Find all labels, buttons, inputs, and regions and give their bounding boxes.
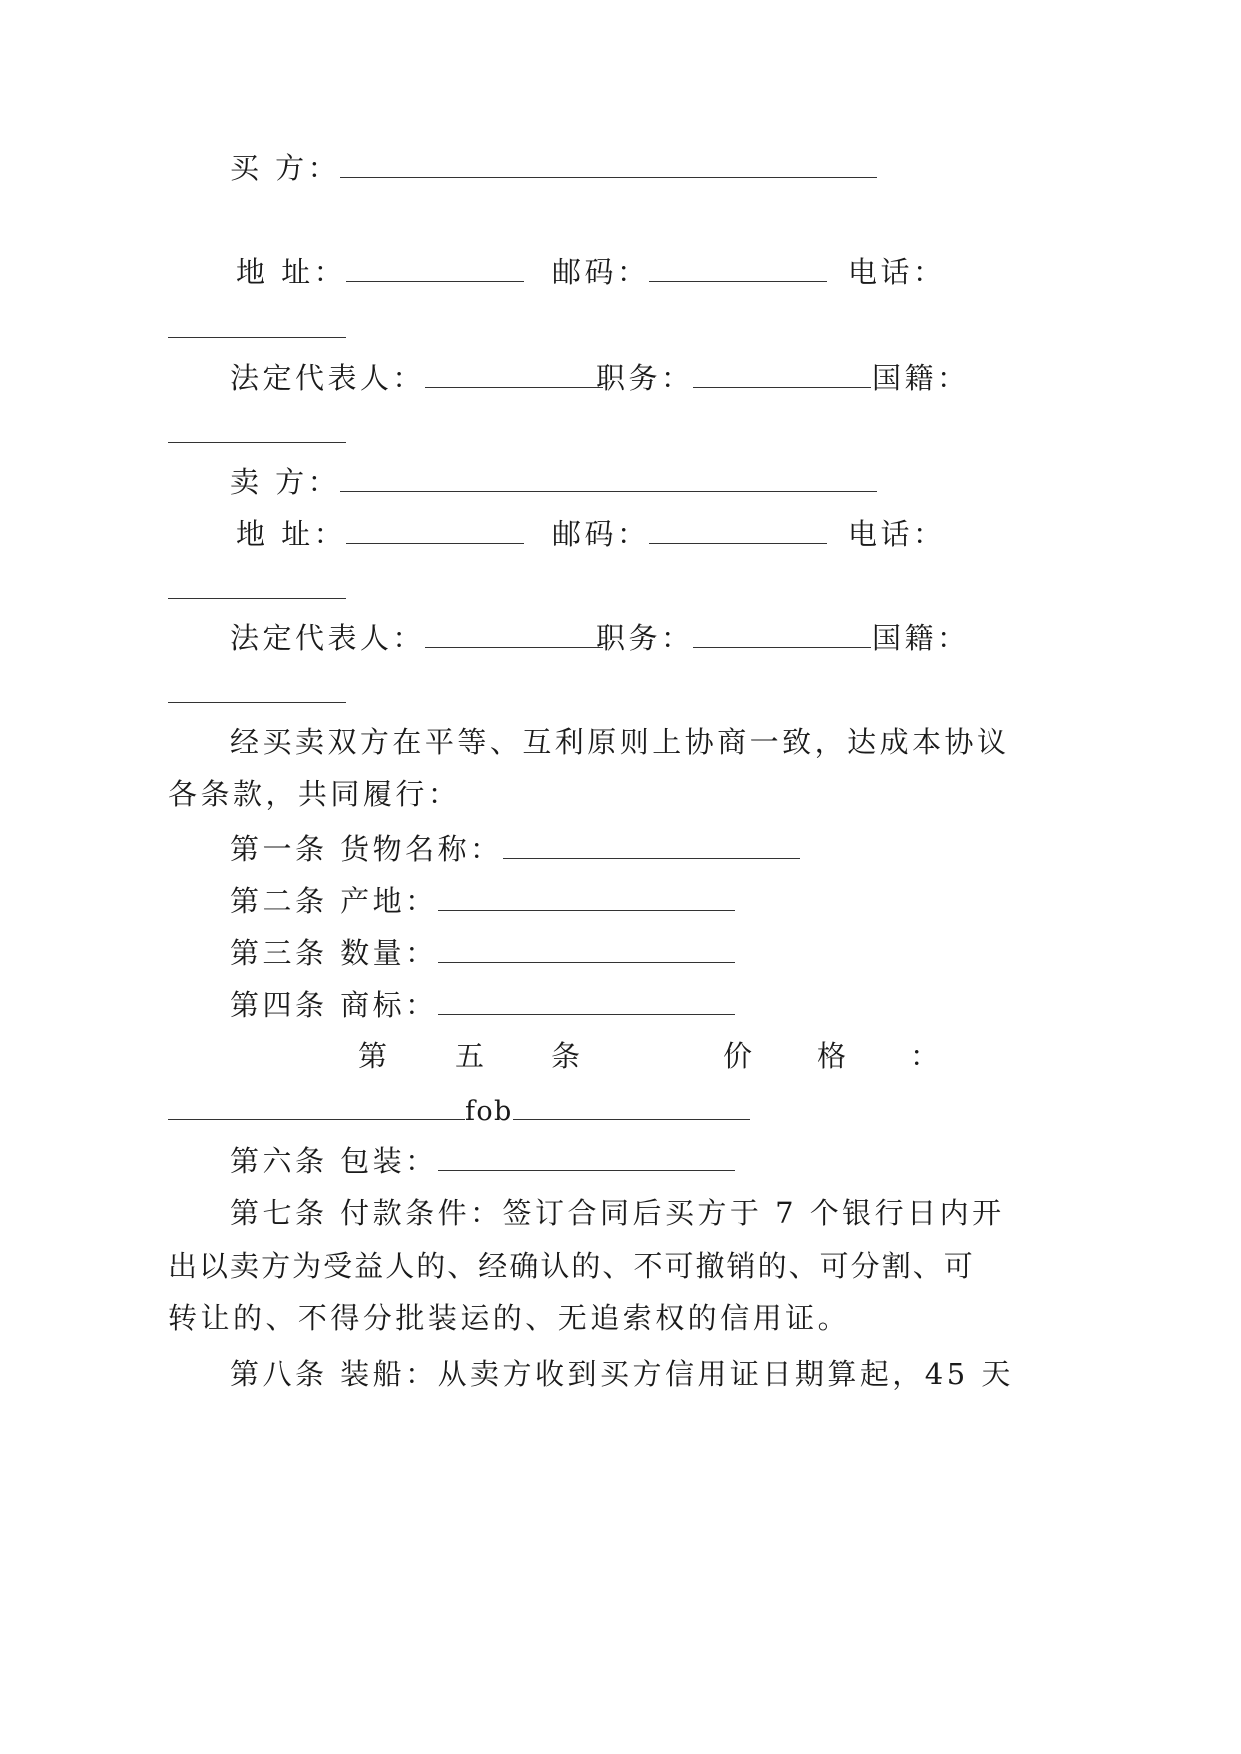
buyer-position-label: 职务： <box>596 361 694 395</box>
buyer-position-row <box>596 358 871 398</box>
price-field[interactable] <box>168 1097 465 1120</box>
buyer-nationality-row <box>872 358 969 398</box>
seller-nationality-label: 国籍： <box>872 621 970 655</box>
buyer-legal-rep-row <box>230 358 603 398</box>
seller-postcode-field[interactable] <box>649 521 827 544</box>
article-6-label: 第六条 包装： <box>230 1144 438 1178</box>
seller-postcode-label: 邮码： <box>552 517 650 551</box>
trademark-field[interactable] <box>438 992 735 1015</box>
article-4-row <box>230 985 735 1025</box>
seller-postcode-row <box>552 514 827 554</box>
seller-legal-rep-row <box>230 618 603 658</box>
quantity-field[interactable] <box>438 940 735 963</box>
seller-legal-rep-field[interactable] <box>425 625 603 648</box>
article-2-row <box>230 881 735 921</box>
buyer-phone-label: 电话： <box>848 255 946 289</box>
preamble-line-2: 各条款，共同履行： <box>168 777 461 811</box>
article-7-line-3: 转让的、不得分批装运的、无追索权的信用证。 <box>168 1301 851 1335</box>
seller-position-field[interactable] <box>693 625 871 648</box>
buyer-phone-field[interactable] <box>168 315 346 338</box>
seller-nationality-continuation <box>168 673 346 713</box>
article-5-char-3: 条 <box>551 1039 581 1073</box>
seller-label: 卖 方： <box>230 465 341 499</box>
buyer-nationality-field[interactable] <box>168 420 346 443</box>
article-6-row <box>230 1141 735 1181</box>
buyer-row <box>230 148 877 188</box>
article-5-char-2: 五 <box>455 1039 485 1073</box>
article-5-price-row <box>168 1090 750 1132</box>
article-1-label: 第一条 货物名称： <box>230 832 503 866</box>
article-5-char-6: ： <box>910 1039 940 1073</box>
buyer-position-field[interactable] <box>693 365 871 388</box>
buyer-nationality-label: 国籍： <box>872 361 970 395</box>
seller-legal-rep-label: 法定代表人： <box>230 621 425 655</box>
buyer-name-field[interactable] <box>340 155 877 178</box>
seller-position-label: 职务： <box>596 621 694 655</box>
seller-row <box>230 462 877 502</box>
seller-address-label: 地 址： <box>236 517 347 551</box>
preamble-line-1: 经买卖双方在平等、互利原则上协商一致，达成本协议 <box>230 725 1010 759</box>
article-7-line-1: 第七条 付款条件：签订合同后买方于 7 个银行日内开 <box>230 1196 1005 1230</box>
seller-name-field[interactable] <box>340 469 877 492</box>
article-4-label: 第四条 商标： <box>230 988 438 1022</box>
article-3-row <box>230 933 735 973</box>
buyer-phone-continuation <box>168 308 346 348</box>
buyer-postcode-field[interactable] <box>649 259 827 282</box>
packaging-field[interactable] <box>438 1148 735 1171</box>
fob-term: fob <box>465 1096 513 1127</box>
buyer-nationality-continuation <box>168 413 346 453</box>
buyer-address-label: 地 址： <box>236 255 347 289</box>
origin-field[interactable] <box>438 888 735 911</box>
seller-position-row <box>596 618 871 658</box>
buyer-legal-rep-field[interactable] <box>425 365 603 388</box>
fob-port-field[interactable] <box>513 1097 750 1120</box>
seller-phone-label: 电话： <box>848 517 946 551</box>
seller-nationality-field[interactable] <box>168 680 346 703</box>
article-3-label: 第三条 数量： <box>230 936 438 970</box>
goods-name-field[interactable] <box>503 836 800 859</box>
buyer-phone-row <box>848 252 945 292</box>
buyer-postcode-label: 邮码： <box>552 255 650 289</box>
buyer-postcode-row <box>552 252 827 292</box>
article-5-char-5: 格 <box>817 1039 847 1073</box>
seller-address-field[interactable] <box>346 521 524 544</box>
seller-nationality-row <box>872 618 969 658</box>
article-5-char-4: 价 <box>723 1039 753 1073</box>
seller-phone-continuation <box>168 569 346 609</box>
seller-phone-field[interactable] <box>168 576 346 599</box>
article-1-row <box>230 829 800 869</box>
buyer-address-field[interactable] <box>346 259 524 282</box>
article-7-line-2: 出以卖方为受益人的、经确认的、不可撤销的、可分割、可 <box>168 1249 975 1283</box>
seller-address-row <box>236 514 524 554</box>
article-5-char-1: 第 <box>358 1039 388 1073</box>
buyer-label: 买 方： <box>230 151 341 185</box>
seller-phone-row <box>848 514 945 554</box>
article-2-label: 第二条 产地： <box>230 884 438 918</box>
buyer-address-row <box>236 252 524 292</box>
buyer-legal-rep-label: 法定代表人： <box>230 361 425 395</box>
article-8-line-1: 第八条 装船：从卖方收到买方信用证日期算起，45 天 <box>230 1357 1014 1391</box>
